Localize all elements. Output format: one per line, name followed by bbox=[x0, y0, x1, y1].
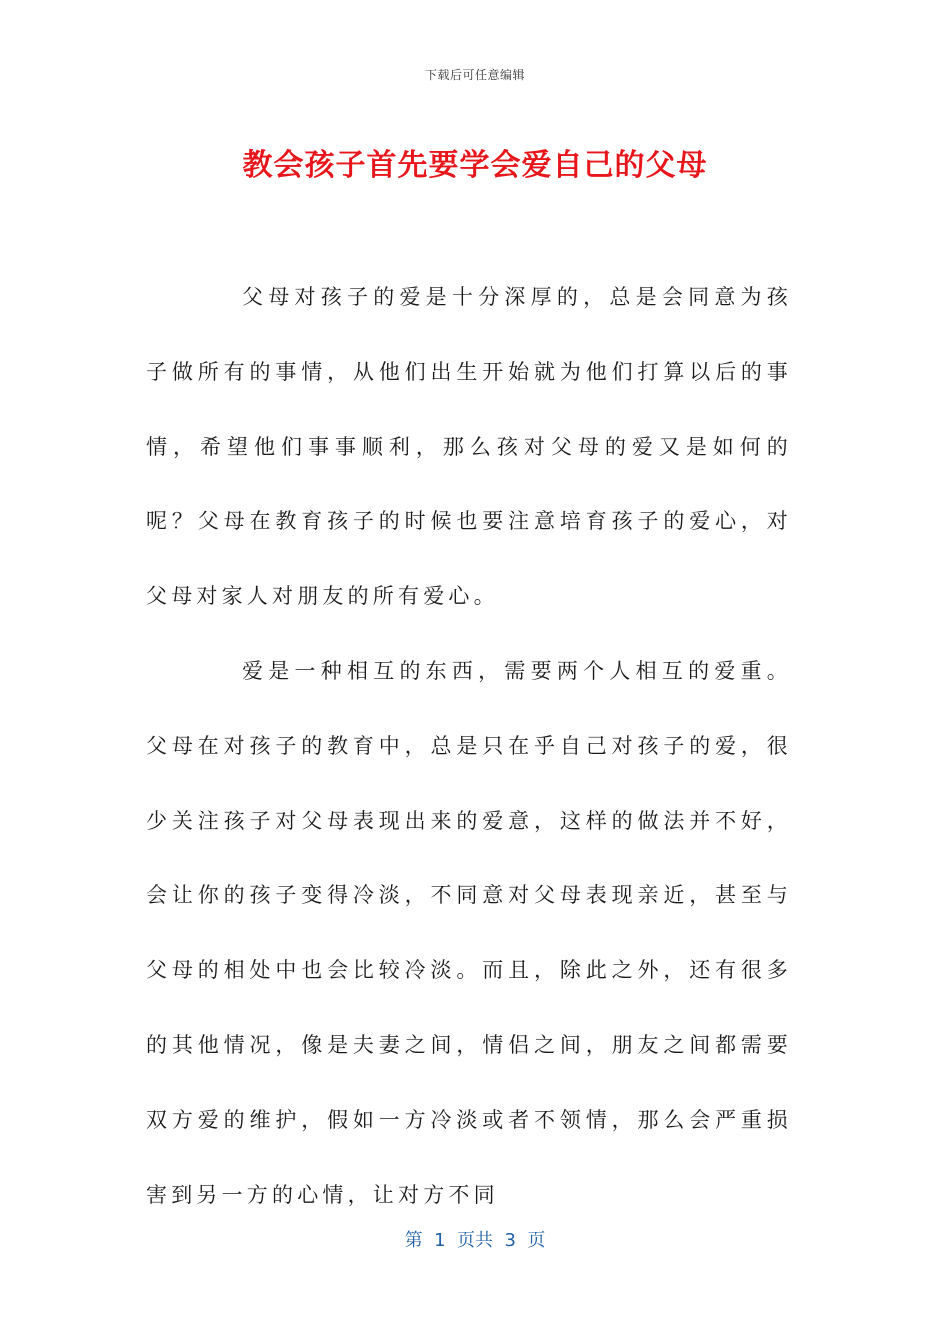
document-title: 教会孩子首先要学会爱自己的父母 bbox=[242, 148, 708, 183]
paragraph-1: 父母对孩子的爱是十分深厚的，总是会同意为孩子做所有的事情，从他们出生开始就为他们打算以后的事情，希望他们事事顺利，那么孩对父母的爱又是如何的呢？父母在教育孩子的时候也要注意培育孩子的爱心，对父母对家人对朋友的所有爱心。 bbox=[146, 285, 792, 609]
paragraph-2: 爱是一种相互的东西，需要两个人相互的爱重。父母在对孩子的教育中，总是只在乎自己对孩子的爱，很少关注孩子对父母表现出来的爱意，这样的做法并不好，会让你的孩子变得冷淡，不同意对父母表现亲近，甚至与父母的相处中也会比较冷淡。而且，除此之外，还有很多的其他情况，像是夫妻之间，情侣之间，朋友之间都需要双方爱的维护，假如一方冷淡或者不领情，那么会严重损害到另一方的心情，让对方不同 bbox=[146, 658, 792, 1207]
header-note: 下载后可任意编辑 bbox=[424, 68, 525, 82]
page-number-footer: 第 1 页共 3 页 bbox=[404, 1230, 546, 1251]
document-body bbox=[146, 260, 792, 1232]
